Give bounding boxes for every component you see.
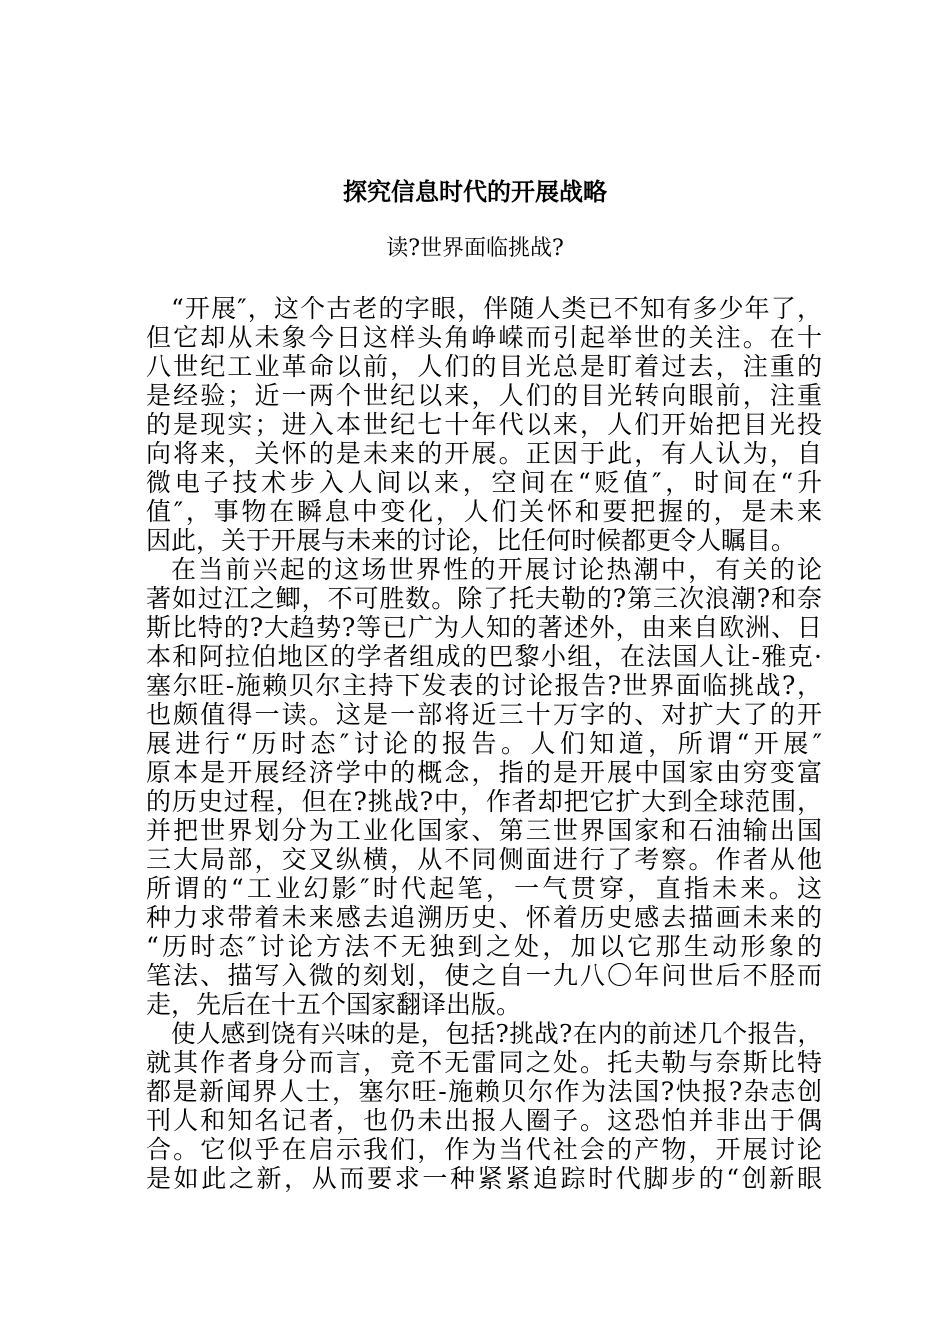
paragraph-line: 塞尔旺-施赖贝尔主持下发表的讨论报告?世界面临挑战?， xyxy=(146,671,822,700)
paragraph-line: “开展″，这个古老的字眼，伴随人类已不知有多少年了， xyxy=(171,294,822,323)
paragraph-line: 因此，关于开展与未来的讨论，比任何时候都更令人瞩目。 xyxy=(146,526,797,555)
body-paragraph xyxy=(146,1019,822,1193)
paragraph-line: 微电子技术步入人间以来，空间在“贬值″，时间在“升 xyxy=(146,468,822,497)
paragraph-line: 向将来，关怀的是未来的开展。正因于此，有人认为，自 xyxy=(146,439,822,468)
paragraph-line: 三大局部，交叉纵横，从不同侧面进行了考察。作者从他 xyxy=(146,845,822,874)
paragraph-line: 八世纪工业革命以前，人们的目光总是盯着过去，注重的 xyxy=(146,352,822,381)
body-paragraph xyxy=(146,294,822,555)
paragraph-line: 所谓的“工业幻影″时代起笔，一气贯穿，直指未来。这 xyxy=(146,874,822,903)
paragraph-line: 使人感到饶有兴味的是，包括?挑战?在内的前述几个报告， xyxy=(171,1019,822,1048)
paragraph-line: 在当前兴起的这场世界性的开展讨论热潮中，有关的论 xyxy=(171,555,822,584)
paragraph-line: 走，先后在十五个国家翻译出版。 xyxy=(146,990,522,1019)
paragraph-line: 但它却从未象今日这样头角峥嵘而引起举世的关注。在十 xyxy=(146,323,822,352)
paragraph-line: “历时态″讨论方法不无独到之处，加以它那生动形象的 xyxy=(146,932,822,961)
paragraph-line: 值″，事物在瞬息中变化，人们关怀和要把握的，是未来 xyxy=(146,497,822,526)
paragraph-line: 就其作者身分而言，竞不无雷同之处。托夫勒与奈斯比特 xyxy=(146,1048,822,1077)
paragraph-line: 著如过江之鲫，不可胜数。除了托夫勒的?第三次浪潮?和奈 xyxy=(146,584,822,613)
paragraph-line: 的历史过程，但在?挑战?中，作者却把它扩大到全球范围， xyxy=(146,787,822,816)
paragraph-line: 也颇值得一读。这是一部将近三十万字的、对扩大了的开 xyxy=(146,700,822,729)
paragraph-line: 合。它似乎在启示我们，作为当代社会的产物，开展讨论 xyxy=(146,1135,822,1164)
paragraph-line: 是经验；近一两个世纪以来，人们的目光转向眼前，注重 xyxy=(146,381,822,410)
paragraph-line: 刊人和知名记者，也仍未出报人圈子。这恐怕并非出于偶 xyxy=(146,1106,822,1135)
body-paragraph xyxy=(146,555,822,1019)
document-subtitle: 读?世界面临挑战? xyxy=(386,236,564,261)
paragraph-line: 的是现实；进入本世纪七十年代以来，人们开始把目光投 xyxy=(146,410,822,439)
paragraph-line: 展进行“历时态″讨论的报告。人们知道，所谓“开展″ xyxy=(146,729,822,758)
document-body xyxy=(146,294,822,1193)
paragraph-line: 是如此之新，从而要求一种紧紧追踪时代脚步的“创新眼 xyxy=(146,1164,822,1193)
paragraph-line: 斯比特的?大趋势?等已广为人知的著述外，由来自欧洲、日 xyxy=(146,613,822,642)
paragraph-line: 原本是开展经济学中的概念，指的是开展中国家由穷变富 xyxy=(146,758,822,787)
paragraph-line: 本和阿拉伯地区的学者组成的巴黎小组，在法国人让-雅克· xyxy=(146,642,822,671)
document-title: 探究信息时代的开展战略 xyxy=(343,178,607,206)
paragraph-line: 都是新闻界人士，塞尔旺-施赖贝尔作为法国?快报?杂志创 xyxy=(146,1077,822,1106)
paragraph-line: 种力求带着未来感去追溯历史、怀着历史感去描画未来的 xyxy=(146,903,822,932)
paragraph-line: 笔法、描写入微的刻划，使之自一九八〇年问世后不胫而 xyxy=(146,961,822,990)
paragraph-line: 并把世界划分为工业化国家、第三世界国家和石油输出国 xyxy=(146,816,822,845)
